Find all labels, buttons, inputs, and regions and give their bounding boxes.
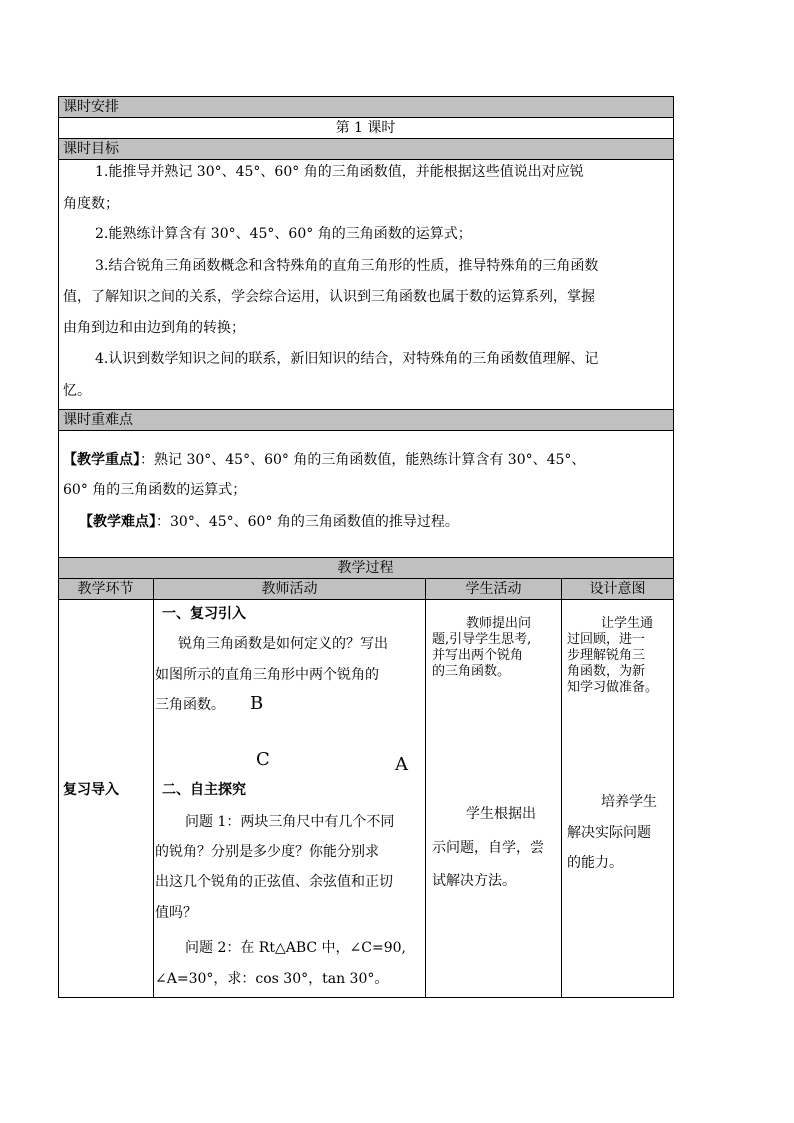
student-a1-line-4: 的三角函数。 xyxy=(432,664,511,679)
teacher-q2-line-2: ∠A=30°，求：cos 30°，tan 30°。 xyxy=(155,971,389,987)
teacher-p1-line-3: 三角函数。 xyxy=(155,697,225,713)
teacher-q1-line-1: 问题 1：两块三角尺中有几个不同 xyxy=(185,814,395,830)
intent-1-line-4: 角函数，为新 xyxy=(567,664,646,679)
process-title: 教学过程 xyxy=(337,560,394,576)
col-header-teacher: 教师活动 xyxy=(261,581,318,597)
goal-3-line-1: 3.结合锐角三角函数概念和含特殊角的直角三角形的性质，推导特殊角的三角函数 xyxy=(95,258,599,274)
intent-1-line-3: 步理解锐角三 xyxy=(567,648,646,663)
teacher-p1-line-1: 锐角三角函数是如何定义的？写出 xyxy=(178,636,388,652)
intent-1-line-1: 让学生通 xyxy=(601,616,654,631)
student-a2-line-3: 试解决方法。 xyxy=(432,873,516,889)
teacher-heading-2: 二、自主探究 xyxy=(162,782,246,798)
intent-2-line-1: 培养学生 xyxy=(601,794,657,810)
process-header xyxy=(58,558,673,578)
teacher-q1-line-2: 的锐角？分别是多少度？你能分别求 xyxy=(155,844,379,860)
focus-text-1: ：熟记 30°、45°、60° 角的三角函数值，能熟练计算含有 30°、45°、 xyxy=(140,452,586,468)
goal-1-line-1: 1.能推导并熟记 30°、45°、60° 角的三角函数值，并能根据这些值说出对应锐 xyxy=(95,164,584,180)
intent-2-line-3: 的能力。 xyxy=(567,855,623,871)
difficulty-line xyxy=(79,512,459,532)
goal-4-line-1: 4.认识到数学知识之间的联系，新旧知识的结合，对特殊角的三角函数值理解、记 xyxy=(95,351,599,367)
intent-1-line-2: 过回顾，进一 xyxy=(567,632,646,647)
student-a1-line-1: 教师提出问 xyxy=(466,616,532,631)
student-a1-line-2: 题,引导学生思考, xyxy=(432,632,532,647)
difficulty-label: 【教学难点】 xyxy=(79,514,156,530)
stage-label: 复习导入 xyxy=(63,782,119,798)
col-header-intent: 设计意图 xyxy=(589,581,646,597)
schedule-header xyxy=(58,97,673,117)
goal-1-line-2: 角度数； xyxy=(63,196,119,212)
triangle-label-c: C xyxy=(256,749,270,770)
teacher-heading-1: 一、复习引入 xyxy=(162,606,246,622)
goal-2-line-1: 2.能熟练计算含有 30°、45°、60° 角的三角函数的运算式； xyxy=(95,226,472,242)
col-header-stage: 教学环节 xyxy=(77,581,134,597)
focus-label: 【教学重点】 xyxy=(63,452,140,468)
teacher-q1-line-4: 值吗？ xyxy=(155,905,197,921)
goals-header xyxy=(58,139,673,159)
goal-4-line-2: 忆。 xyxy=(63,383,91,399)
student-a2-line-2: 示问题，自学，尝 xyxy=(432,840,544,856)
teacher-p1-line-2: 如图所示的直角三角形中两个锐角的 xyxy=(155,667,379,683)
goal-3-line-3: 由角到边和由边到角的转换； xyxy=(63,320,245,336)
teacher-q1-line-3: 出这几个锐角的正弦值、余弦值和正切 xyxy=(155,874,393,890)
goal-3-line-2: 值，了解知识之间的关系，学会综合运用，认识到三角函数也属于数的运算系列，掌握 xyxy=(63,289,595,305)
goals-title: 课时目标 xyxy=(63,141,119,157)
difficulty-text: ：30°、45°、60° 角的三角函数值的推导过程。 xyxy=(156,514,459,530)
lesson-number: 第 1 课时 xyxy=(335,120,396,136)
keypoints-header xyxy=(58,410,673,430)
focus-line-1 xyxy=(63,450,585,470)
schedule-title: 课时安排 xyxy=(63,99,119,115)
focus-line-2: 60° 角的三角函数的运算式； xyxy=(63,482,247,498)
keypoints-title: 课时重难点 xyxy=(63,412,133,428)
intent-2-line-2: 解决实际问题 xyxy=(567,825,651,841)
student-a2-line-1: 学生根据出 xyxy=(466,806,536,822)
col-header-student: 学生活动 xyxy=(465,581,522,597)
triangle-label-a: A xyxy=(395,754,408,775)
intent-1-line-5: 知学习做准备。 xyxy=(567,680,659,695)
teacher-q2-line-1: 问题 2：在 Rt△ABC 中，∠C=90, xyxy=(185,940,406,956)
triangle-label-b: B xyxy=(250,693,264,714)
student-a1-line-3: 并写出两个锐角 xyxy=(432,648,524,663)
